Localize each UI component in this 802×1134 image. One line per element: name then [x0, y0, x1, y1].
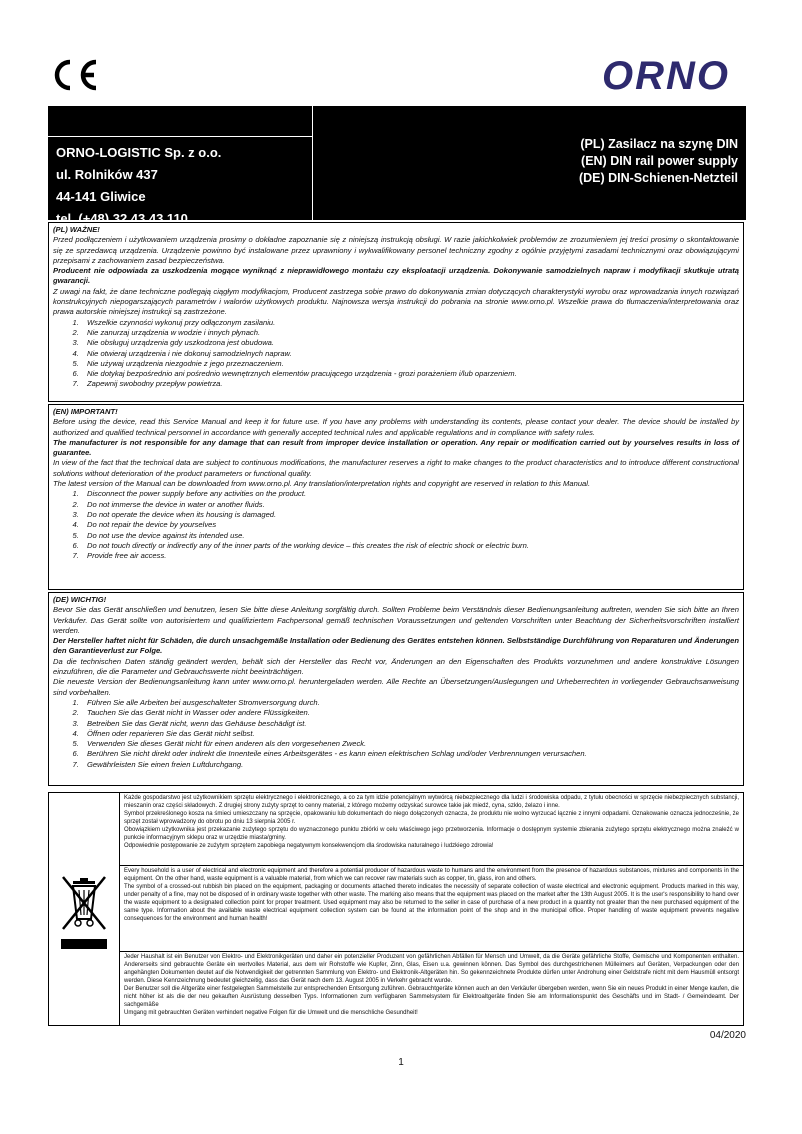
list-item: 1. Wszelkie czynności wykonuj przy odłączonym zasilaniu. [81, 318, 739, 328]
product-titles [579, 136, 738, 187]
section-paragraph: Przed podłączeniem i użytkowaniem urządzenia prosimy o dokładne zapoznanie się z niniejszą instrukcją obsługi. W razie jakichkolwiek problemów ze zrozumieniem jej treści prosimy o skontaktowanie się ze sprzedawcą urządzenia. Urządzenie powinno być instalowane przez uprawniony i wykwalifikowany personel techniczny zgodny z ogólnie przyjętymi zasadami technicznymi oraz obowiązującymi przepisami z zachowaniem zasad bezpieczeństwa. [53, 235, 739, 265]
list-item: 7. Provide free air access. [81, 551, 739, 561]
list-item: 5. Do not use the device against its intended use. [81, 531, 739, 541]
warning-section-en [48, 404, 744, 590]
section-paragraph-bold: Producent nie odpowiada za uszkodzenia mogące wyniknąć z nieprawidłowego montażu czy eksploatacji urządzenia. Dokonywanie samodzielnych napraw i modyfikacji skutkuje utratą gwarancji. [53, 266, 739, 286]
safety-list [53, 318, 739, 390]
weee-text-de [120, 952, 743, 1025]
list-item: 5. Verwenden Sie dieses Gerät nicht für einen anderen als den vorgesehenen Zweck. [81, 739, 739, 749]
section-heading: (EN) IMPORTANT! [53, 407, 118, 416]
company-address [56, 142, 221, 230]
section-paragraph: Da die technischen Daten ständig geändert werden, behält sich der Hersteller das Recht vor, Änderungen an den Eigenschaften des Produkts vorzunehmen und andere konstruktive Lösungen einzuführen, die die Parameter und Gebrauchswerte nicht beeinträchtigen. [53, 656, 739, 677]
list-item: 6. Do not touch directly or indirectly any of the inner parts of the working device – this creates the risk of electric shock or electric burn. [81, 541, 739, 551]
list-item: 3. Nie obsługuj urządzenia gdy uszkodzona jest obudowa. [81, 338, 739, 348]
section-paragraph: Die neueste Version der Bedienungsanleitung kann unter www.orno.pl. heruntergeladen werden. Alle Rechte an Übersetzungen/Auslegungen und Urheberrechten in vorliegender Gebrauchsanweisung sind vorbehalten. [53, 677, 739, 697]
section-heading: (PL) WAŻNE! [53, 225, 100, 234]
crossed-out-bin-icon [59, 873, 109, 933]
list-item: 4. Öffnen oder reparieren Sie das Gerät nicht selbst. [81, 729, 739, 739]
weee-paragraph: Odpowiednie postępowanie ze zużytym sprzętem zapobiega negatywnym konsekwencjom dla środowiska naturalnego i ludzkiego zdrowia! [124, 843, 494, 849]
weee-paragraph: Umgang mit gebrauchten Geräten verhindert negative Folgen für die Umwelt und die menschliche Gesundheit! [124, 1010, 418, 1016]
weee-paragraph: Obowiązkiem użytkownika jest przekazanie zużytego sprzętu do wyznaczonego punktu zbiórki w celu właściwego jego przetworzenia. Informacje o dostępnym systemie zbierania zużytego sprzętu elektrycznego można znaleźć w punkcie informacyjnym sklepu oraz w urzędzie miasta/gminy. [124, 827, 739, 841]
title-cell [313, 106, 746, 220]
list-item: 6. Berühren Sie nicht direkt oder indirekt die Innenteile eines Arbeitsgerätes - es kann einen elektrischen Schlag und/oder Verbrennungen verursachen. [81, 749, 739, 759]
section-paragraph: The latest version of the Manual can be downloaded from www.orno.pl. Any translation/interpretation rights and copyright are reserved in relation to this Manual. [53, 479, 591, 489]
weee-disposal-table [48, 792, 744, 1026]
list-item: 4. Do not repair the device by yourselves [81, 520, 739, 530]
list-item: 3. Betreiben Sie das Gerät nicht, wenn das Gehäuse beschädigt ist. [81, 719, 739, 729]
list-item: 6. Nie dotykaj bezpośrednio ani pośrednio wewnętrznych elementów pracującego urządzenia - grozi porażeniem i/lub oparzeniem. [81, 369, 739, 379]
title-en: (EN) DIN rail power supply [581, 154, 738, 168]
section-paragraph-bold: Der Hersteller haftet nicht für Schäden, die durch unsachgemäße Installation oder Bedienung des Gerätes entstehen können. Selbstständige Durchführung von Reparaturen und Änderungen den Garantieverlust zur Folge. [53, 636, 739, 656]
weee-paragraph: Każde gospodarstwo jest użytkownikiem sprzętu elektrycznego i elektronicznego, a co za tym idzie potencjalnym wytwórcą niebezpiecznego dla ludzi i środowiska odpadu, z tytułu obecności w sprzęcie niebezpiecznych substancji, mieszanin oraz części składowych. Z drugiej strony zużyty sprzęt to cenny materiał, z którego możemy odzyskać surowce takie jak miedź, cyna, szkło, żelazo i inne. [124, 795, 739, 809]
list-item: 7. Zapewnij swobodny przepływ powietrza. [81, 379, 739, 389]
weee-icon-cell [49, 793, 120, 1025]
weee-black-bar [61, 939, 107, 949]
ce-mark-icon [48, 58, 100, 92]
weee-paragraph: Der Benutzer soll die Altgeräte einer festgelegten Sammelstelle zur entsprechenden Entsorgung zuführen. Gebrauchtgeräte können auch an den Verkäufer übergeben werden, wenn Sie ein neues Produkt in einer Menge kaufen, die nicht höher ist als die der neu gekauften Ausrüstung desselben Typs. Informationen zum verfügbaren Sammelsystem für Elektroaltgeräte finden Sie am Informationspunkt des Geschäfts und im Stadt- / Gemeindeamt. Der sachgemäße [124, 986, 739, 1008]
orno-logo [588, 56, 744, 94]
list-item: 2. Tauchen Sie das Gerät nicht in Wasser oder andere Flüssigkeiten. [81, 708, 739, 718]
warning-section-pl [48, 222, 744, 402]
weee-paragraph: Every household is a user of electrical and electronic equipment and therefore a potential producer of hazardous waste to humans and the environment from the presence of hazardous substances, mixtures and components in the equipment. On the other hand, waste equipment is a valuable material, from which we can recover raw materials such as copper, tin, glass, iron and others. [124, 868, 739, 882]
list-item: 2. Do not immerse the device in water or another fluids. [81, 500, 739, 510]
list-item: 1. Führen Sie alle Arbeiten bei ausgeschalteter Stromversorgung durch. [81, 698, 739, 708]
weee-texts [120, 793, 743, 1025]
section-paragraph: Bevor Sie das Gerät anschließen und benutzen, lesen Sie bitte diese Anleitung sorgfältig durch. Sollten Probleme beim Verständnis dieser Bedienungsanleitung auftreten, wenden Sie sich bitte an Ihren Verkäufer. Das Gerät sollte von autorisiertem und qualifiziertem Fachpersonal gemäß technischen Voraussetzungen und geltenden Vorschriften unter Beachtung der Sicherheitsvorschriften installiert werden. [53, 605, 739, 635]
safety-list [53, 489, 739, 561]
company-street: ul. Rolników 437 [56, 167, 158, 182]
header-block [48, 106, 746, 226]
list-item: 4. Nie otwieraj urządzenia i nie dokonuj samodzielnych napraw. [81, 349, 739, 359]
title-de: (DE) DIN-Schienen-Netzteil [578, 171, 738, 185]
weee-paragraph: Jeder Haushalt ist ein Benutzer von Elektro- und Elektronikgeräten und daher ein potenzieller Produzent von gefährlichen Abfällen für Mensch und Umwelt, da die Geräte gefährliche Stoffe, Gemische und Komponenten enthalten. Andererseits sind gebrauchte Geräte ein wertvolles Material, aus dem wir Rohstoffe wie Kupfer, Zinn, Glas, Eisen u.a. gewinnen können. Das Symbol des durchgestrichenen Mülleimers auf Geräten, Verpackungen oder den angehängten Dokumenten deutet auf die Notwendigkeit der getrennten Sammlung von Elektro- und Elektronik-Altgeräten hin. So gekennzeichnete Produkte dürfen unter Androhung einer Geldstrafe nicht mit dem Hausmüll entsorgt werden. Diese Kennzeichnung bedeutet gleichzeitig, dass das Gerät nach dem 13. August 2005 in Verkehr gebracht wurde. [124, 954, 739, 984]
company-name: ORNO-LOGISTIC Sp. z o.o. [56, 145, 222, 160]
warning-section-de [48, 592, 744, 786]
company-phone: tel. (+48) 32 43 43 110 [56, 211, 188, 226]
title-pl: (PL) Zasilacz na szynę DIN [580, 137, 738, 151]
section-paragraph: Z uwagi na fakt, że dane techniczne podlegają ciągłym modyfikacjom, Producent zastrzega sobie prawo do dokonywania zmian dotyczących charakterystyki wyrobu oraz wprowadzania innych rozwiązań konstrukcyjnych niepogarszających parametrów i walorów użytkowych produktu. Najnowsza wersja instrukcji do pobrania na stronie www.orno.pl. Wszelkie prawa do tłumaczenia/interpretowania oraz prawa autorskie niniejszej instrukcji są zastrzeżone. [53, 286, 739, 317]
weee-text-en [120, 866, 743, 952]
company-city: 44-141 Gliwice [56, 189, 146, 204]
weee-paragraph: Symbol przekreślonego kosza na śmieci umieszczany na sprzęcie, opakowaniu lub dokumentach do niego dołączonych oznacza, że produktu nie wolno wyrzucać łącznie z innymi odpadami. Oznakowanie oznacza jednocześnie, że sprzęt został wprowadzony do obrotu po dniu 13 sierpnia 2005 r. [124, 811, 739, 825]
section-paragraph: In view of the fact that the technical data are subject to continuous modifications, the manufacturer reserves a right to make changes to the product characteristics and to introduce different constructional solutions without deterioration of the product parameters or functional quality. [53, 458, 739, 478]
list-item: 5. Nie używaj urządzenia niezgodnie z jego przeznaczeniem. [81, 359, 739, 369]
svg-text:ORNO: ORNO [602, 56, 730, 94]
safety-list [53, 698, 739, 770]
section-heading: (DE) WICHTIG! [53, 595, 107, 604]
company-cell [48, 106, 313, 226]
document-date: 04/2020 [709, 1030, 746, 1041]
list-item: 7. Gewährleisten Sie einen freien Luftdurchgang. [81, 760, 739, 770]
list-item: 3. Do not operate the device when its housing is damaged. [81, 510, 739, 520]
weee-text-pl [120, 793, 743, 866]
page-number: 1 [398, 1057, 404, 1068]
section-paragraph: Before using the device, read this Service Manual and keep it for future use. If you have any problems with understanding its contents, please contact your dealer. The device should be installed by authorized and qualified technical personnel in accordance with generally accepted technical rules and applicable regulations and in compliance with safety rules. [53, 417, 739, 437]
section-paragraph-bold: The manufacturer is not responsible for any damage that can result from improper device installation or operation. Any repair or modification carried out by yourselves results in loss of guarantee. [53, 437, 739, 458]
weee-paragraph: The symbol of a crossed-out rubbish bin placed on the equipment, packaging or documents attached thereto indicates the necessity of separate collection of waste electrical and electronic equipment. Products marked in this way, under penalty of a fine, may not be disposed of in ordinary waste together with other waste. The marking also means that the equipment was placed on the market after the 13th August 2005. It is the user's responsibility to hand over the waste equipment to a designated collection point for proper treatment. Used equipment may also be returned to the seller in case of purchase of a new product in a quantity not greater than the new purchased equipment of the same type. Information about the available waste electrical equipment collection system can be found at the information point of the shop and in the municipal office. Proper handling of waste equipment prevents negative consequences for the environment and human health! [124, 884, 739, 922]
list-item: 1. Disconnect the power supply before any activities on the product. [81, 489, 739, 499]
list-item: 2. Nie zanurzaj urządzenia w wodzie i innych płynach. [81, 328, 739, 338]
